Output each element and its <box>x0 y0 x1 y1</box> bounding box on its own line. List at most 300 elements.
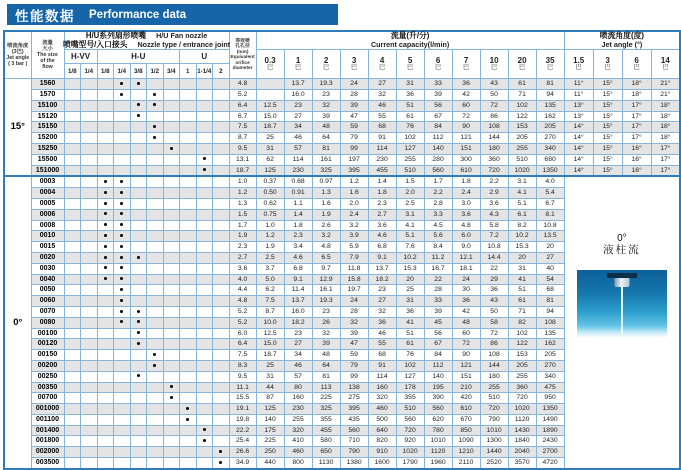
selection-dot <box>153 103 156 106</box>
capacity-value: 720 <box>480 165 508 176</box>
joint-dot-cell <box>213 296 230 307</box>
joint-dot-cell <box>147 100 164 111</box>
bar-unit-label: 巴 <box>575 64 582 72</box>
capacity-value: 270 <box>536 133 564 144</box>
capacity-value: 1020 <box>508 165 536 176</box>
joint-dot-cell <box>64 339 81 350</box>
joint-dot-cell <box>163 220 180 231</box>
flow-number: 0070 <box>31 306 64 317</box>
joint-dot-cell <box>130 111 147 122</box>
joint-dot-cell <box>97 339 114 350</box>
capacity-value: 2.8 <box>424 198 452 209</box>
flow-number: 0060 <box>31 296 64 307</box>
capacity-value: 57 <box>284 143 312 154</box>
performance-table <box>3 30 681 470</box>
capacity-value: 56 <box>424 328 452 339</box>
joint-dot-cell <box>81 220 98 231</box>
capacity-value: 19.3 <box>312 296 340 307</box>
capacity-value: 102 <box>508 328 536 339</box>
jet-angle-value: 14° <box>564 154 593 165</box>
capacity-value: 1.5 <box>396 176 424 187</box>
joint-dot-cell <box>81 382 98 393</box>
joint-dot-cell <box>147 339 164 350</box>
joint-dot-cell <box>81 143 98 154</box>
joint-dot-cell <box>97 404 114 415</box>
joint-dot-cell <box>147 425 164 436</box>
joint-dot-cell <box>180 425 197 436</box>
flow-number: 0004 <box>31 188 64 199</box>
flow-number: 1560 <box>31 79 64 90</box>
jet-angle-value: 11° <box>564 89 593 100</box>
flow-number: 15100 <box>31 100 64 111</box>
capacity-value: 57 <box>284 371 312 382</box>
capacity-value: 10.8 <box>480 242 508 253</box>
capacity-value: 4.8 <box>312 242 340 253</box>
capacity-value: 1440 <box>480 447 508 458</box>
capacity-value: 46 <box>284 360 312 371</box>
joint-dot-cell <box>97 317 114 328</box>
joint-dot-cell <box>213 404 230 415</box>
bar-unit-label: 巴 <box>266 64 274 72</box>
joint-dot-cell <box>213 188 230 199</box>
capacity-value: 114 <box>368 143 396 154</box>
capacity-value: 610 <box>452 165 480 176</box>
joint-dot-cell <box>130 220 147 231</box>
jet-angle-value: 15° <box>593 122 622 133</box>
joint-dot-cell <box>196 143 213 154</box>
capacity-value: 475 <box>536 382 564 393</box>
jet-angle-value: 13° <box>564 100 593 111</box>
capacity-value: 1.1 <box>284 198 312 209</box>
flow-number: 001800 <box>31 436 64 447</box>
capacity-value: 255 <box>284 414 312 425</box>
jet-angle-value: 18° <box>622 79 651 90</box>
capacity-value: 2.7 <box>368 209 396 220</box>
joint-dot-cell <box>130 328 147 339</box>
flow-number: 15500 <box>31 154 64 165</box>
joint-dot-cell <box>213 274 230 285</box>
flow-number: 15120 <box>31 111 64 122</box>
joint-dot-cell <box>130 404 147 415</box>
capacity-value: 820 <box>368 436 396 447</box>
joint-dot-cell <box>147 382 164 393</box>
capacity-value: 1430 <box>508 425 536 436</box>
table-header <box>4 31 680 79</box>
capacity-value: 455 <box>312 425 340 436</box>
joint-dot-cell <box>97 220 114 231</box>
joint-dot-cell <box>163 242 180 253</box>
capacity-value: 29 <box>480 274 508 285</box>
capacity-value: 23 <box>312 89 340 100</box>
joint-dot-cell <box>64 306 81 317</box>
header-joint-3/8: 3/8 <box>130 64 147 79</box>
joint-dot-cell <box>81 328 98 339</box>
capacity-value: 15.3 <box>396 263 424 274</box>
joint-dot-cell <box>196 209 213 220</box>
capacity-value: 25 <box>396 285 424 296</box>
capacity-value: 7.6 <box>396 242 424 253</box>
bar-unit-label: 巴 <box>490 64 498 72</box>
table-row-1570 <box>4 89 680 100</box>
jet-angle-value: 16° <box>622 154 651 165</box>
capacity-value: 144 <box>480 133 508 144</box>
joint-dot-cell <box>114 371 131 382</box>
joint-dot-cell <box>114 447 131 458</box>
joint-dot-cell <box>147 89 164 100</box>
joint-dot-cell <box>130 350 147 361</box>
capacity-value: 680 <box>536 154 564 165</box>
capacity-value: 56 <box>424 100 452 111</box>
capacity-value: 162 <box>536 339 564 350</box>
orifice-value: 15.5 <box>229 393 256 404</box>
capacity-value: 16.7 <box>424 263 452 274</box>
joint-dot-cell <box>180 317 197 328</box>
joint-dot-cell <box>64 274 81 285</box>
capacity-value: 1.0 <box>256 220 284 231</box>
selection-dot <box>153 364 156 367</box>
capacity-value: 670 <box>452 414 480 425</box>
joint-dot-cell <box>180 296 197 307</box>
capacity-value: 325 <box>312 165 340 176</box>
capacity-value: 71 <box>508 306 536 317</box>
joint-dot-cell <box>180 154 197 165</box>
capacity-value: 300 <box>452 154 480 165</box>
selection-dot <box>203 439 206 442</box>
bar-unit-label: 巴 <box>350 64 358 72</box>
joint-dot-cell <box>147 154 164 165</box>
capacity-value: 16.0 <box>284 89 312 100</box>
joint-dot-cell <box>130 79 147 90</box>
flow-number: 0006 <box>31 209 64 220</box>
capacity-value: 19.7 <box>340 285 368 296</box>
capacity-value: 32 <box>312 328 340 339</box>
capacity-value: 8.2 <box>508 220 536 231</box>
capacity-value: 1490 <box>536 414 564 425</box>
orifice-value: 6.0 <box>229 328 256 339</box>
joint-dot-cell <box>81 371 98 382</box>
capacity-value: 2.6 <box>312 220 340 231</box>
selection-dot <box>104 180 107 183</box>
joint-dot-cell <box>213 393 230 404</box>
jet-angle-value: 17° <box>651 165 680 176</box>
capacity-value: 72 <box>480 328 508 339</box>
capacity-value: 225 <box>312 393 340 404</box>
capacity-value: 255 <box>396 154 424 165</box>
capacity-value: 3.1 <box>396 209 424 220</box>
capacity-value: 121 <box>452 360 480 371</box>
joint-dot-cell <box>64 133 81 144</box>
capacity-value: 67 <box>424 339 452 350</box>
capacity-value: 7.2 <box>480 231 508 242</box>
capacity-value: 11.2 <box>424 252 452 263</box>
capacity-value: 255 <box>508 143 536 154</box>
joint-dot-cell <box>81 242 98 253</box>
capacity-value: 5.1 <box>396 231 424 242</box>
flow-number: 0005 <box>31 198 64 209</box>
joint-dot-cell <box>97 414 114 425</box>
capacity-value: 16.1 <box>312 285 340 296</box>
table-row-15120 <box>4 111 680 122</box>
capacity-value: 13.7 <box>284 296 312 307</box>
header-pressure-20bar: 20 巴 <box>508 50 536 79</box>
capacity-value: 1.6 <box>312 198 340 209</box>
capacity-value: 2.3 <box>284 231 312 242</box>
joint-dot-cell <box>64 263 81 274</box>
jet-angle-value: 17° <box>651 143 680 154</box>
capacity-value: 255 <box>508 371 536 382</box>
selection-dot <box>153 125 156 128</box>
capacity-value: 102 <box>396 360 424 371</box>
joint-dot-cell <box>180 371 197 382</box>
capacity-value: 6.5 <box>312 252 340 263</box>
joint-dot-cell <box>180 209 197 220</box>
joint-dot-cell <box>180 133 197 144</box>
orifice-value: 5.2 <box>229 306 256 317</box>
joint-dot-cell <box>97 350 114 361</box>
capacity-value: 2520 <box>480 458 508 469</box>
capacity-value: 180 <box>480 143 508 154</box>
joint-dot-cell <box>213 143 230 154</box>
joint-dot-cell <box>163 133 180 144</box>
table-row-0003 <box>4 176 680 187</box>
capacity-value: 46 <box>368 100 396 111</box>
capacity-value: 102 <box>508 100 536 111</box>
capacity-value: 84 <box>424 122 452 133</box>
selection-dot <box>120 93 123 96</box>
capacity-value: 39 <box>312 339 340 350</box>
joint-dot-cell <box>97 425 114 436</box>
joint-dot-cell <box>163 285 180 296</box>
capacity-value: 6.8 <box>368 242 396 253</box>
joint-dot-cell <box>130 458 147 469</box>
capacity-value: 1120 <box>424 447 452 458</box>
zero-degree-stream-cell <box>564 176 680 469</box>
capacity-value: 3.3 <box>424 209 452 220</box>
joint-dot-cell <box>81 165 98 176</box>
capacity-value: 8.7 <box>256 306 284 317</box>
orifice-value: 1.9 <box>229 231 256 242</box>
joint-dot-cell <box>196 350 213 361</box>
header-joint-1/2: 1/2 <box>147 64 164 79</box>
joint-dot-cell <box>130 274 147 285</box>
selection-dot <box>104 191 107 194</box>
joint-dot-cell <box>130 306 147 317</box>
capacity-value: 410 <box>284 436 312 447</box>
joint-dot-cell <box>147 133 164 144</box>
jet-angle-value: 15° <box>593 100 622 111</box>
header-pressure-2bar: 2 巴 <box>312 50 340 79</box>
capacity-value: 9.7 <box>312 263 340 274</box>
capacity-value: 340 <box>536 143 564 154</box>
jet-angle-value: 15° <box>593 165 622 176</box>
capacity-value: 59 <box>340 122 368 133</box>
joint-dot-cell <box>130 252 147 263</box>
capacity-value: 46 <box>284 133 312 144</box>
capacity-value: 125 <box>256 404 284 415</box>
joint-dot-cell <box>130 209 147 220</box>
flow-number: 0030 <box>31 263 64 274</box>
flow-number: 0003 <box>31 176 64 187</box>
joint-dot-cell <box>213 111 230 122</box>
capacity-value: 47 <box>340 111 368 122</box>
header-pressure-7bar: 7 巴 <box>452 50 480 79</box>
joint-dot-cell <box>196 404 213 415</box>
joint-dot-cell <box>147 79 164 90</box>
capacity-value: 1.9 <box>256 242 284 253</box>
zero-stream-angle-label: 0° <box>617 233 627 245</box>
selection-dot <box>120 212 123 215</box>
selection-dot <box>120 82 123 85</box>
joint-dot-cell <box>163 274 180 285</box>
bar-unit-label: 巴 <box>662 64 669 72</box>
joint-dot-cell <box>130 263 147 274</box>
capacity-value: 44 <box>256 382 284 393</box>
joint-dot-cell <box>114 133 131 144</box>
capacity-value: 4.1 <box>396 220 424 231</box>
joint-dot-cell <box>97 209 114 220</box>
capacity-value: 47 <box>340 339 368 350</box>
capacity-value: 720 <box>396 425 424 436</box>
joint-dot-cell <box>64 447 81 458</box>
orifice-value: 2.7 <box>229 252 256 263</box>
joint-dot-cell <box>147 360 164 371</box>
capacity-value: 79 <box>340 360 368 371</box>
jet-angle-value: 17° <box>622 111 651 122</box>
joint-dot-cell <box>114 89 131 100</box>
capacity-value: 86 <box>480 339 508 350</box>
joint-dot-cell <box>180 360 197 371</box>
orifice-value: 1.3 <box>229 198 256 209</box>
joint-dot-cell <box>213 209 230 220</box>
capacity-value: 1.8 <box>284 220 312 231</box>
capacity-value: 790 <box>480 414 508 425</box>
joint-dot-cell <box>147 328 164 339</box>
capacity-value: 910 <box>368 447 396 458</box>
capacity-value: 34 <box>284 350 312 361</box>
joint-dot-cell <box>64 382 81 393</box>
joint-dot-cell <box>97 188 114 199</box>
joint-dot-cell <box>213 176 230 187</box>
header-equivalent-orifice: 等效喷 孔孔径 (mm) Equivalent orifice diameter <box>229 31 256 79</box>
capacity-value: 12.1 <box>452 252 480 263</box>
flow-number: 00250 <box>31 371 64 382</box>
joint-dot-cell <box>64 100 81 111</box>
capacity-value: 24 <box>340 296 368 307</box>
capacity-value: 175 <box>256 425 284 436</box>
capacity-value: 94 <box>536 89 564 100</box>
capacity-value: 4.5 <box>424 220 452 231</box>
joint-dot-cell <box>163 393 180 404</box>
capacity-value: 15.3 <box>508 242 536 253</box>
capacity-value: 48 <box>312 350 340 361</box>
page-title-en: Performance data <box>89 8 187 21</box>
table-row-15150 <box>4 122 680 133</box>
selection-dot <box>137 320 140 323</box>
capacity-value: 13.7 <box>368 263 396 274</box>
capacity-value: 3.4 <box>284 242 312 253</box>
joint-dot-cell <box>163 209 180 220</box>
joint-dot-cell <box>97 436 114 447</box>
header-pressure-3bar: 3 巴 <box>340 50 368 79</box>
capacity-value: 55 <box>368 111 396 122</box>
bar-unit-label: 巴 <box>633 64 640 72</box>
joint-dot-cell <box>114 188 131 199</box>
joint-dot-cell <box>114 285 131 296</box>
header-jet-angle-group <box>564 31 680 50</box>
capacity-value: 3570 <box>508 458 536 469</box>
header-flow-size: 流量 大小 The size of the flow <box>31 31 64 79</box>
capacity-value: 84 <box>424 350 452 361</box>
joint-dot-cell <box>163 89 180 100</box>
joint-dot-cell <box>196 79 213 90</box>
joint-dot-cell <box>213 165 230 176</box>
capacity-value: 197 <box>340 154 368 165</box>
header-pressure-1.5bar: 1.5 巴 <box>564 50 593 79</box>
capacity-value: 30 <box>452 285 480 296</box>
joint-dot-cell <box>81 425 98 436</box>
selection-dot <box>104 202 107 205</box>
selection-dot <box>153 93 156 96</box>
capacity-value: 28 <box>424 285 452 296</box>
capacity-value: 151 <box>452 143 480 154</box>
joint-dot-cell <box>130 242 147 253</box>
capacity-value: 135 <box>536 100 564 111</box>
flow-number: 00150 <box>31 350 64 361</box>
joint-dot-cell <box>81 198 98 209</box>
flow-number: 001100 <box>31 414 64 425</box>
joint-dot-cell <box>163 458 180 469</box>
joint-dot-cell <box>64 165 81 176</box>
capacity-value: 2.2 <box>424 188 452 199</box>
jet-angle-value: 14° <box>564 165 593 176</box>
orifice-value: 8.7 <box>229 133 256 144</box>
joint-dot-cell <box>180 285 197 296</box>
joint-dot-cell <box>97 133 114 144</box>
joint-dot-cell <box>196 414 213 425</box>
selection-dot <box>186 407 189 410</box>
capacity-value: 230 <box>284 165 312 176</box>
capacity-value: 36 <box>480 285 508 296</box>
joint-dot-cell <box>114 220 131 231</box>
joint-dot-cell <box>213 414 230 425</box>
capacity-value: 0.68 <box>284 176 312 187</box>
joint-dot-cell <box>130 285 147 296</box>
joint-dot-cell <box>114 263 131 274</box>
selection-dot <box>104 266 107 269</box>
capacity-value: 51 <box>396 328 424 339</box>
capacity-value: 2.4 <box>340 209 368 220</box>
joint-dot-cell <box>97 393 114 404</box>
table-row-15500 <box>4 154 680 165</box>
joint-dot-cell <box>147 404 164 415</box>
capacity-value: 114 <box>284 154 312 165</box>
joint-dot-cell <box>180 306 197 317</box>
joint-dot-cell <box>163 328 180 339</box>
flow-number: 00100 <box>31 328 64 339</box>
joint-dot-cell <box>130 165 147 176</box>
jet-angle-value: 15° <box>593 89 622 100</box>
capacity-value: 1.2 <box>256 231 284 242</box>
capacity-value: 72 <box>480 100 508 111</box>
capacity-value: 6.1 <box>508 209 536 220</box>
orifice-value: 5.2 <box>229 89 256 100</box>
capacity-value: 2.4 <box>452 188 480 199</box>
bar-unit-label: 巴 <box>518 64 526 72</box>
capacity-value: 4.3 <box>480 209 508 220</box>
capacity-value: 61 <box>508 296 536 307</box>
capacity-value: 12.9 <box>312 274 340 285</box>
capacity-value: 10.0 <box>256 317 284 328</box>
